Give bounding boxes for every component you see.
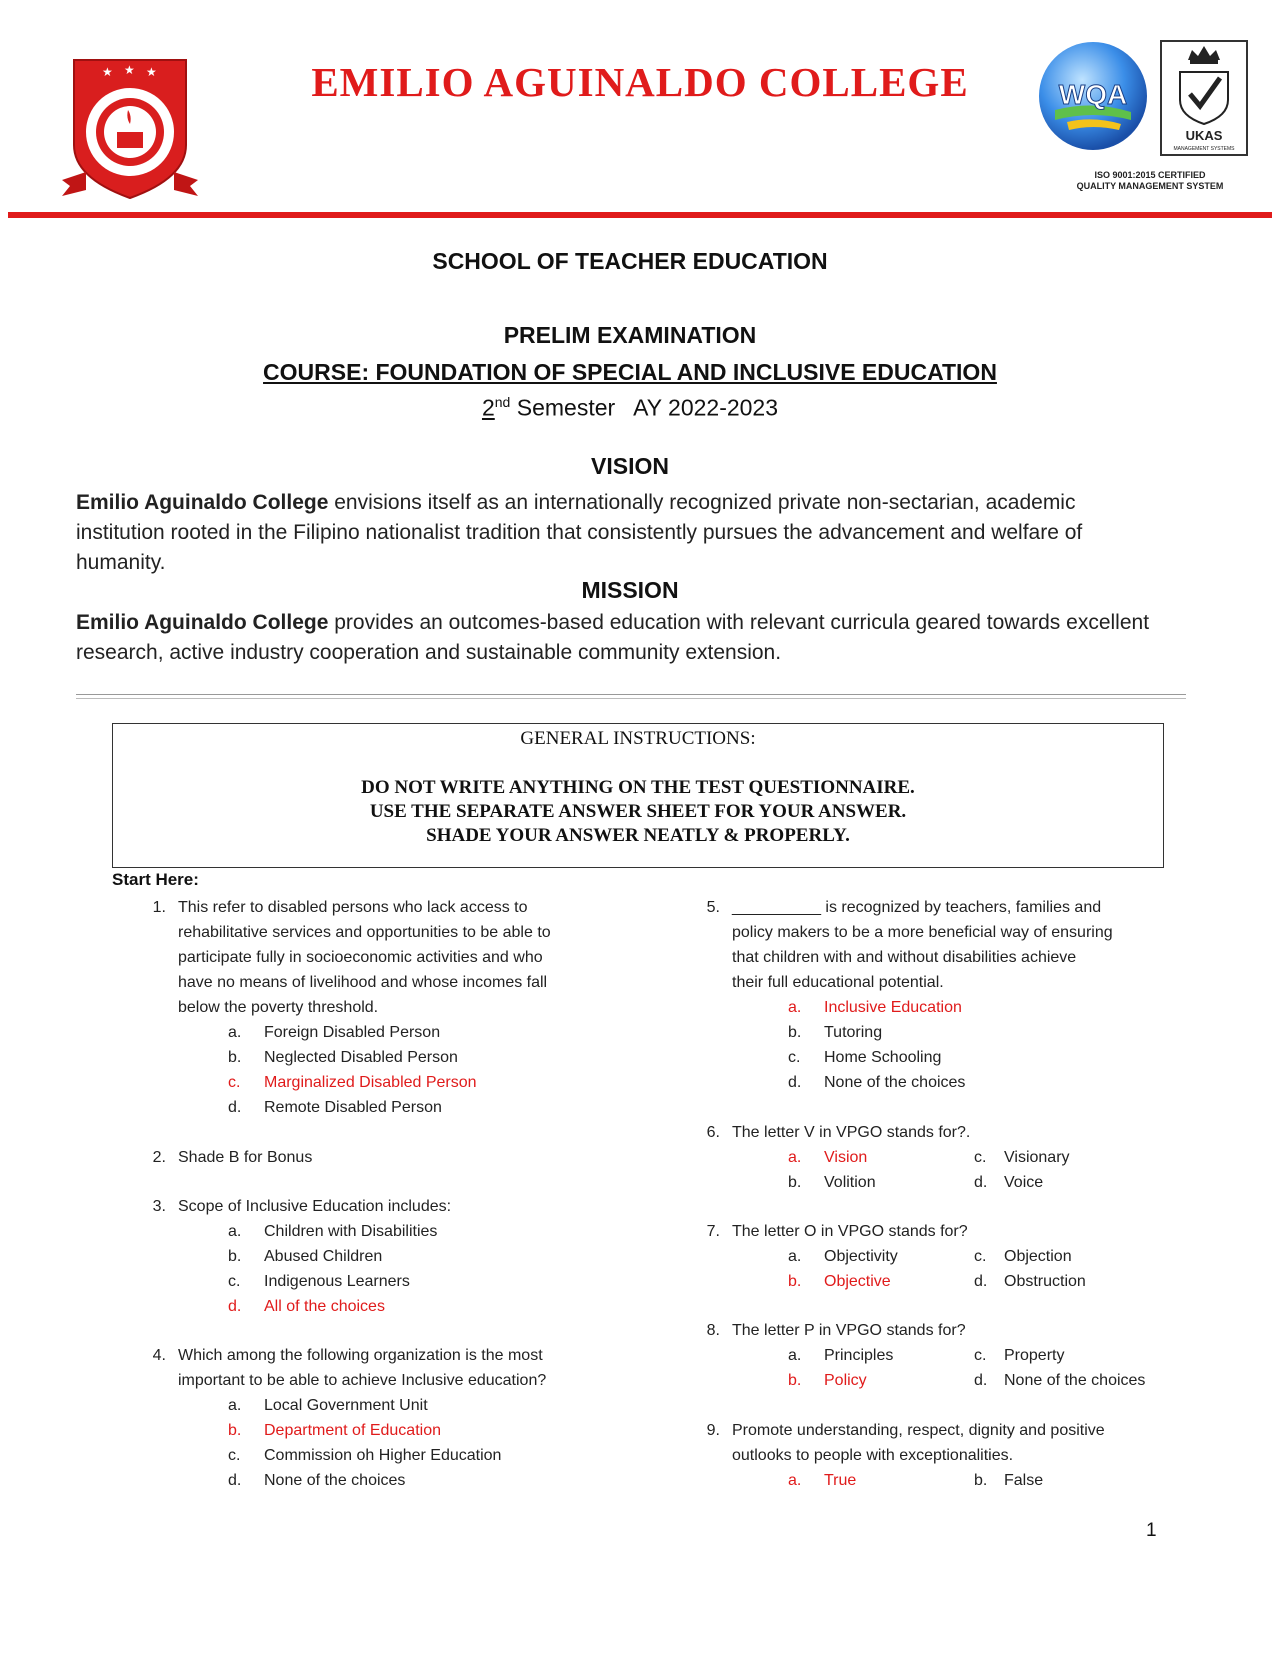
question-text-line: policy makers to be a more beneficial way of ensuring: [732, 924, 1113, 941]
option-text: Volition: [824, 1174, 876, 1191]
option-text: Principles: [824, 1347, 894, 1364]
option-letter: b.: [228, 1049, 242, 1066]
option-text: Tutoring: [824, 1024, 883, 1041]
svg-text:UKAS: UKAS: [1185, 128, 1223, 143]
question-number: 6.: [706, 1124, 720, 1141]
question-text-line: The letter V in VPGO stands for?.: [732, 1124, 971, 1141]
option-text: Objectivity: [824, 1248, 898, 1265]
option-text: Indigenous Learners: [264, 1273, 410, 1290]
question-number: 9.: [706, 1422, 720, 1439]
question-text-line: Scope of Inclusive Education includes:: [178, 1198, 452, 1215]
option-letter: d.: [228, 1472, 242, 1489]
option-text: Neglected Disabled Person: [264, 1049, 458, 1066]
question-number: 5.: [706, 899, 720, 916]
option-text: Vision: [824, 1149, 868, 1166]
option-text: Obstruction: [1004, 1273, 1086, 1290]
vision-heading: VISION: [591, 453, 669, 479]
option-letter: b.: [788, 1372, 802, 1389]
college-name: EMILIO AGUINALDO COLLEGE: [311, 59, 969, 105]
svg-text:★: ★: [124, 63, 135, 77]
option-text: Policy: [824, 1372, 867, 1389]
option-letter: d.: [788, 1074, 802, 1091]
question-number: 3.: [152, 1198, 166, 1215]
option-letter: b.: [788, 1174, 802, 1191]
vision-text: envisions itself as an internationally recognized private non-sectarian, academic institution rooted in the Filipino nationalist tradition that consistently pursues the advancement and welfare of humanity.: [76, 491, 1083, 574]
option-letter: c.: [974, 1347, 987, 1364]
option-text: Remote Disabled Person: [264, 1099, 442, 1116]
question-text-line: their full educational potential.: [732, 974, 944, 991]
semester-number: 2: [481, 394, 495, 421]
mission-lead: Emilio Aguinaldo College: [76, 611, 329, 634]
svg-text:MANAGEMENT SYSTEMS: MANAGEMENT SYSTEMS: [1173, 146, 1235, 152]
vision-paragraph: [76, 488, 1166, 578]
option-letter: c.: [228, 1447, 241, 1464]
question-text-line: have no means of livelihood and whose incomes fall: [178, 974, 548, 991]
option-text: Children with Disabilities: [264, 1223, 438, 1240]
semester-line: [0, 394, 1260, 422]
instruction-line-3: SHADE YOUR ANSWER NEATLY & PROPERLY.: [426, 825, 850, 846]
option-text: None of the choices: [264, 1472, 406, 1489]
question-text-line: The letter O in VPGO stands for?: [732, 1223, 968, 1240]
instruction-line-2: USE THE SEPARATE ANSWER SHEET FOR YOUR ANSWER.: [369, 801, 907, 822]
option-letter: b.: [228, 1422, 242, 1439]
question-text-line: below the poverty threshold.: [178, 999, 379, 1016]
exam-title: PRELIM EXAMINATION: [503, 322, 757, 348]
question-text-line: Which among the following organization is the most: [178, 1347, 543, 1364]
option-letter: c.: [974, 1149, 987, 1166]
option-text: None of the choices: [824, 1074, 966, 1091]
school-name: SCHOOL OF TEACHER EDUCATION: [432, 248, 828, 274]
question-text-line: important to be able to achieve Inclusive education?: [178, 1372, 547, 1389]
question-text-line: Promote understanding, respect, dignity and positive: [732, 1422, 1105, 1439]
mission-heading: MISSION: [581, 577, 679, 603]
iso-line-1: ISO 9001:2015 CERTIFIED: [1094, 170, 1206, 180]
option-text: Home Schooling: [824, 1049, 942, 1066]
option-text: Marginalized Disabled Person: [264, 1074, 477, 1091]
mission-text: provides an outcomes-based education with relevant curricula geared towards excellent research, active industry cooperation and sustainable community extension.: [76, 611, 1150, 664]
option-text: All of the choices: [264, 1298, 385, 1315]
option-text: Abused Children: [264, 1248, 383, 1265]
question-text-line: participate fully in socioeconomic activities and who: [178, 949, 543, 966]
option-text: Foreign Disabled Person: [264, 1024, 441, 1041]
option-text: Voice: [1004, 1174, 1044, 1191]
option-letter: a.: [788, 1149, 802, 1166]
option-letter: d.: [228, 1099, 242, 1116]
option-letter: a.: [228, 1223, 242, 1240]
question-text-line: that children with and without disabilities achieve: [732, 949, 1077, 966]
mission-paragraph: [76, 608, 1166, 668]
svg-text:★: ★: [146, 65, 157, 79]
question-text-line: outlooks to people with exceptionalities.: [732, 1447, 1014, 1464]
question-text-line: Shade B for Bonus: [178, 1149, 313, 1166]
option-letter: a.: [788, 1347, 802, 1364]
header-divider: [8, 212, 1272, 218]
option-letter: c.: [788, 1049, 801, 1066]
ukas-logo: [1160, 40, 1248, 156]
question-number: 8.: [706, 1322, 720, 1339]
option-letter: a.: [228, 1397, 242, 1414]
option-letter: c.: [974, 1248, 987, 1265]
academic-year: AY 2022-2023: [633, 394, 779, 421]
option-text: Objective: [824, 1273, 891, 1290]
question-number: 7.: [706, 1223, 720, 1240]
option-letter: c.: [228, 1273, 241, 1290]
question-text-line: This refer to disabled persons who lack access to: [178, 899, 528, 916]
option-letter: b.: [228, 1248, 242, 1265]
option-text: Local Government Unit: [264, 1397, 428, 1414]
option-text: Inclusive Education: [824, 999, 962, 1016]
question-number: 1.: [152, 899, 166, 916]
question-number: 2.: [152, 1149, 166, 1166]
question-number: 4.: [152, 1347, 166, 1364]
semester-word: Semester: [516, 394, 616, 421]
svg-text:★: ★: [102, 65, 113, 79]
instructions-title: GENERAL INSTRUCTIONS:: [520, 728, 756, 749]
svg-text:WQA: WQA: [1058, 79, 1128, 110]
option-letter: a.: [228, 1024, 242, 1041]
option-letter: d.: [974, 1174, 988, 1191]
question-text-line: rehabilitative services and opportunities to be able to: [178, 924, 551, 941]
iso-line-2: QUALITY MANAGEMENT SYSTEM: [1076, 181, 1224, 191]
option-letter: a.: [788, 1248, 802, 1265]
option-text: Objection: [1004, 1248, 1072, 1265]
option-text: Visionary: [1004, 1149, 1070, 1166]
option-letter: d.: [228, 1298, 242, 1315]
option-letter: a.: [788, 999, 802, 1016]
wqa-certification-logo: [1037, 40, 1149, 152]
option-letter: d.: [974, 1372, 988, 1389]
option-text: Commission oh Higher Education: [264, 1447, 502, 1464]
iso-certification-text: [1030, 170, 1270, 192]
start-here-label: Start Here:: [112, 870, 199, 889]
option-letter: b.: [788, 1024, 802, 1041]
option-letter: b.: [974, 1472, 988, 1489]
question-text-line: The letter P in VPGO stands for?: [732, 1322, 966, 1339]
semester-suffix: nd: [494, 394, 511, 410]
option-letter: a.: [788, 1472, 802, 1489]
page-number: 1: [1146, 1520, 1157, 1541]
option-text: None of the choices: [1004, 1372, 1146, 1389]
instruction-line-1: DO NOT WRITE ANYTHING ON THE TEST QUESTIONNAIRE.: [361, 777, 915, 798]
option-text: Department of Education: [264, 1422, 441, 1439]
question-text-line: __________ is recognized by teachers, families and: [732, 899, 1102, 916]
option-letter: c.: [228, 1074, 241, 1091]
option-letter: d.: [974, 1273, 988, 1290]
general-instructions-box: [112, 723, 1164, 868]
option-letter: b.: [788, 1273, 802, 1290]
option-text: Property: [1004, 1347, 1065, 1364]
option-text: True: [824, 1472, 857, 1489]
section-divider: [76, 694, 1186, 699]
vision-lead: Emilio Aguinaldo College: [76, 491, 329, 514]
option-text: False: [1004, 1472, 1044, 1489]
course-title: COURSE: FOUNDATION OF SPECIAL AND INCLUSIVE EDUCATION: [263, 359, 997, 385]
